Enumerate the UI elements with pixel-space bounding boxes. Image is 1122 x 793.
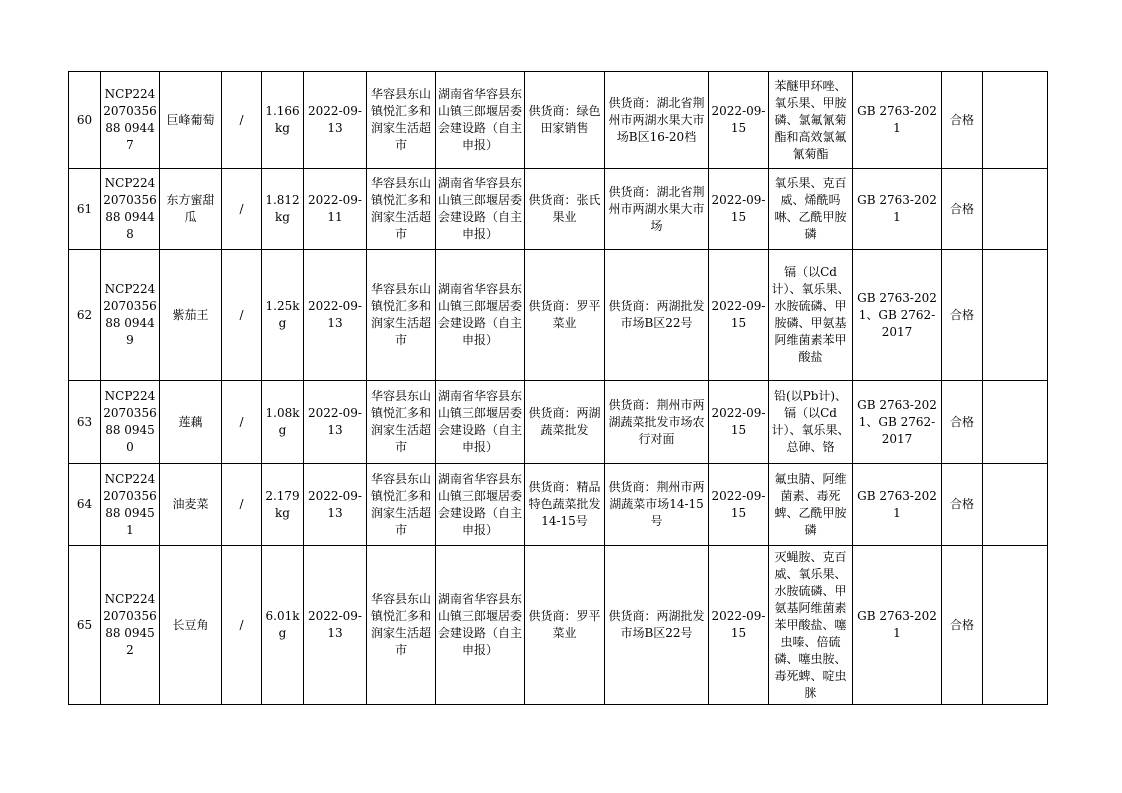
row-supplier: 供货商：绿色田家销售 [525,72,605,169]
row-product: 长豆角 [160,546,222,705]
row-sample-date: 2022-09-13 [304,546,367,705]
row-test-date: 2022-09-15 [709,250,769,381]
row-sampled-unit: 华容县东山镇悦汇多和润家生活超市 [367,381,436,464]
row-sampled-address: 湖南省华容县东山镇三郎堰居委会建设路（自主申报） [436,250,525,381]
row-sample-no: NCP224207035688 09448 [101,169,160,250]
row-product: 巨峰葡萄 [160,72,222,169]
row-result: 合格 [942,250,983,381]
row-quantity: 1.166kg [262,72,304,169]
row-product: 东方蜜甜瓜 [160,169,222,250]
row-product: 莲藕 [160,381,222,464]
row-result: 合格 [942,381,983,464]
row-test-items: 氟虫腈、阿维菌素、毒死蜱、乙酰甲胺磷 [769,464,853,546]
row-standard: GB 2763-2021 [853,464,942,546]
row-sampled-address: 湖南省华容县东山镇三郎堰居委会建设路（自主申报） [436,169,525,250]
row-quantity: 1.25kg [262,250,304,381]
row-result: 合格 [942,546,983,705]
row-sampled-unit: 华容县东山镇悦汇多和润家生活超市 [367,464,436,546]
row-sample-date: 2022-09-13 [304,464,367,546]
row-sample-no: NCP224207035688 09447 [101,72,160,169]
row-test-date: 2022-09-15 [709,381,769,464]
row-sample-date: 2022-09-13 [304,381,367,464]
row-sampled-address: 湖南省华容县东山镇三郎堰居委会建设路（自主申报） [436,464,525,546]
row-spec: / [222,169,262,250]
row-supplier: 供货商：罗平菜业 [525,250,605,381]
row-note [983,169,1048,250]
row-sampled-unit: 华容县东山镇悦汇多和润家生活超市 [367,72,436,169]
row-test-items: 镉（以Cd计）、氧乐果、水胺硫磷、甲胺磷、甲氨基阿维菌素苯甲酸盐 [769,250,853,381]
row-seq: 61 [69,169,101,250]
row-test-date: 2022-09-15 [709,169,769,250]
row-test-date: 2022-09-15 [709,72,769,169]
row-spec: / [222,250,262,381]
row-seq: 63 [69,381,101,464]
row-quantity: 2.179kg [262,464,304,546]
row-sample-date: 2022-09-13 [304,250,367,381]
row-sample-date: 2022-09-11 [304,169,367,250]
row-sampled-unit: 华容县东山镇悦汇多和润家生活超市 [367,546,436,705]
row-supplier-address: 供货商：荆州市两湖蔬菜批发市场农行对面 [605,381,709,464]
row-spec: / [222,381,262,464]
row-sample-no: NCP224207035688 09452 [101,546,160,705]
row-result: 合格 [942,169,983,250]
row-result: 合格 [942,464,983,546]
row-supplier-address: 供货商：两湖批发市场B区22号 [605,250,709,381]
row-test-date: 2022-09-15 [709,546,769,705]
table-row [69,250,1048,381]
row-note [983,464,1048,546]
row-supplier: 供货商：两湖蔬菜批发 [525,381,605,464]
row-note [983,381,1048,464]
row-sample-date: 2022-09-13 [304,72,367,169]
row-test-items: 灭蝇胺、克百威、氧乐果、水胺硫磷、甲氨基阿维菌素苯甲酸盐、噻虫嗪、倍硫磷、噻虫胺、毒死蜱、啶虫脒 [769,546,853,705]
table-row [69,169,1048,250]
row-test-date: 2022-09-15 [709,464,769,546]
row-note [983,546,1048,705]
row-seq: 60 [69,72,101,169]
row-test-items: 氧乐果、克百威、烯酰吗啉、乙酰甲胺磷 [769,169,853,250]
row-result: 合格 [942,72,983,169]
inspection-results-table [68,71,1048,705]
row-sample-no: NCP224207035688 09451 [101,464,160,546]
row-standard: GB 2763-2021、GB 2762-2017 [853,381,942,464]
row-product: 紫茄王 [160,250,222,381]
row-supplier: 供货商：罗平菜业 [525,546,605,705]
table-row [69,546,1048,705]
row-standard: GB 2763-2021 [853,546,942,705]
row-standard: GB 2763-2021、GB 2762-2017 [853,250,942,381]
row-supplier-address: 供货商：两湖批发市场B区22号 [605,546,709,705]
row-note [983,72,1048,169]
row-test-items: 铅(以Pb计)、镉（以Cd计）、氧乐果、总砷、铬 [769,381,853,464]
table-row [69,464,1048,546]
row-standard: GB 2763-2021 [853,72,942,169]
row-quantity: 1.812kg [262,169,304,250]
row-spec: / [222,72,262,169]
row-product: 油麦菜 [160,464,222,546]
row-sampled-address: 湖南省华容县东山镇三郎堰居委会建设路（自主申报） [436,546,525,705]
row-spec: / [222,546,262,705]
row-sampled-address: 湖南省华容县东山镇三郎堰居委会建设路（自主申报） [436,72,525,169]
row-sampled-address: 湖南省华容县东山镇三郎堰居委会建设路（自主申报） [436,381,525,464]
table-row [69,72,1048,169]
row-sampled-unit: 华容县东山镇悦汇多和润家生活超市 [367,250,436,381]
row-supplier-address: 供货商：湖北省荆州市两湖水果大市场 [605,169,709,250]
row-test-items: 苯醚甲环唑、氧乐果、甲胺磷、氯氟氰菊酯和高效氯氟氰菊酯 [769,72,853,169]
row-supplier-address: 供货商：湖北省荆州市两湖水果大市场B区16-20档 [605,72,709,169]
row-seq: 64 [69,464,101,546]
row-quantity: 6.01kg [262,546,304,705]
row-seq: 62 [69,250,101,381]
row-spec: / [222,464,262,546]
row-supplier-address: 供货商：荆州市两湖蔬菜市场14-15号 [605,464,709,546]
row-supplier: 供货商：精品特色蔬菜批发14-15号 [525,464,605,546]
table-row [69,381,1048,464]
row-sampled-unit: 华容县东山镇悦汇多和润家生活超市 [367,169,436,250]
row-note [983,250,1048,381]
row-sample-no: NCP224207035688 09450 [101,381,160,464]
row-seq: 65 [69,546,101,705]
row-sample-no: NCP224207035688 09449 [101,250,160,381]
table-body [69,72,1048,705]
row-supplier: 供货商：张氏果业 [525,169,605,250]
row-quantity: 1.08kg [262,381,304,464]
row-standard: GB 2763-2021 [853,169,942,250]
